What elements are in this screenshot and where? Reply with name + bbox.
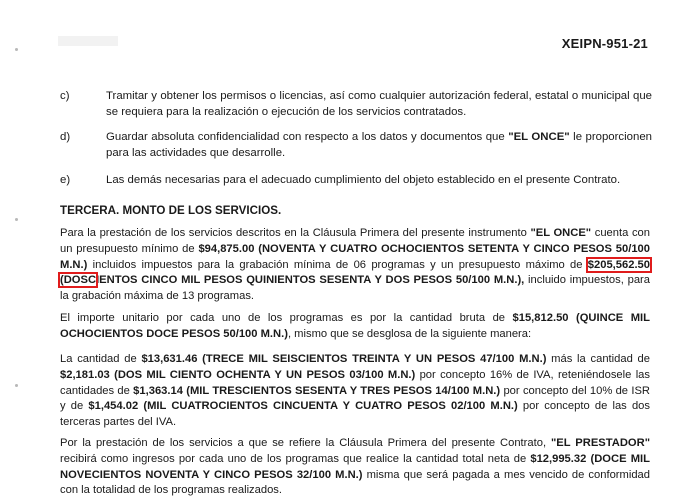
amount-isr: $1,363.14 (MIL TRESCIENTOS SESENTA Y TRES PESOS 14/100 M.N.)	[133, 384, 501, 397]
document-code: XEIPN-951-21	[561, 36, 648, 51]
list-item-d	[60, 129, 650, 163]
amount-unit: $15,812.50 (QUINCE MIL OCHOCIENTOS DOCE PESOS 50/100 M.N.)	[60, 312, 650, 340]
text-run: por concepto de las dos terceras partes del IVA.	[60, 400, 650, 429]
list-marker: c)	[60, 90, 70, 102]
margin-dot	[15, 384, 18, 387]
text-run: cuenta con un presupuesto mínimo de	[60, 227, 650, 255]
scan-smudge	[58, 36, 118, 46]
paragraph-payment	[60, 436, 650, 499]
list-text	[106, 129, 652, 161]
amount-base: $13,631.46 (TRECE MIL SEISCIENTOS TREINTA Y UN PESOS 47/100 M.N.)	[141, 353, 547, 365]
text-run: incluido impuestos, para la grabación máxima de 13 programas.	[60, 274, 650, 303]
text-run: Por la prestación de los servicios a que se refiere la Cláusula Primera del presente Contrato,	[60, 437, 551, 449]
highlighted-amount: $205,562.50 (DOSC	[60, 258, 650, 287]
paragraph-unit-price	[60, 311, 650, 343]
list-text: Tramitar y obtener los permisos o licencias, así como cualquier autorización federal, estatal o municipal que se requiera para la realización o ejecución de los servicios contratados.	[106, 90, 652, 118]
amount-min: $94,875.00 (NOVENTA Y CUATRO OCHOCIENTOS SETENTA Y CINCO PESOS 50/100 M.N.)	[60, 242, 650, 271]
list-marker: d)	[60, 131, 71, 143]
party-name: "EL ONCE"	[530, 227, 592, 239]
text-run: Guardar absoluta confidencialidad con respecto a los datos y documentos que	[106, 131, 509, 143]
text-run: recibirá como ingresos por cada uno de los programas que realice la cantidad total neta de	[60, 452, 531, 465]
amount-max: IENTOS CINCO MIL PESOS QUINIENTOS SESENTA Y DOS PESOS 50/100 M.N.),	[96, 274, 525, 287]
paragraph-breakdown	[60, 352, 650, 431]
amount-iva: $2,181.03 (DOS MIL CIENTO OCHENTA Y UN PESOS 03/100 M.N.)	[60, 368, 416, 381]
text-run: más la cantidad de	[546, 353, 650, 365]
list-item-e	[60, 172, 650, 190]
text-run: incluidos impuestos para la grabación mínima de 06 programas y un presupuesto máximo de	[87, 258, 588, 271]
party-name: "EL ONCE"	[508, 131, 570, 143]
list-marker: e)	[60, 174, 71, 186]
party-name: "EL PRESTADOR"	[550, 437, 650, 449]
margin-dot	[15, 48, 18, 51]
list-item-c	[60, 88, 650, 122]
text-run: El importe unitario por cada uno de los programas es por la cantidad bruta de	[60, 312, 513, 324]
list-text: Las demás necesarias para el adecuado cumplimiento del objeto establecido en el presente Contrato.	[106, 174, 621, 186]
margin-dot	[15, 218, 18, 221]
amount-iva-retention: $1,454.02 (MIL CUATROCIENTOS CINCUENTA Y CUATRO PESOS 02/100 M.N.)	[88, 400, 518, 413]
section-heading: TERCERA. MONTO DE LOS SERVICIOS.	[60, 204, 282, 217]
amount-net: $12,995.32 (DOCE MIL NOVECIENTOS NOVENTA Y CINCO PESOS 32/100 M.N.)	[60, 452, 650, 481]
text-run: le proporcionen para las actividades que desarrolle.	[106, 131, 652, 159]
text-run: , mismo que se desglosa de la siguiente manera:	[287, 327, 532, 340]
paragraph-budget	[60, 226, 650, 305]
text-run: misma que será pagada a mes vencido de conformidad con la totalidad de los programas realizados.	[60, 468, 650, 497]
text-run: Para la prestación de los servicios descritos en la Cláusula Primera del presente instrumento	[60, 227, 531, 239]
text-run: por concepto 16% de IVA, reteniéndosele las cantidades de	[60, 368, 650, 397]
text-run: por concepto del 10% de ISR y de	[60, 384, 650, 413]
text-run: La cantidad de	[60, 353, 142, 365]
